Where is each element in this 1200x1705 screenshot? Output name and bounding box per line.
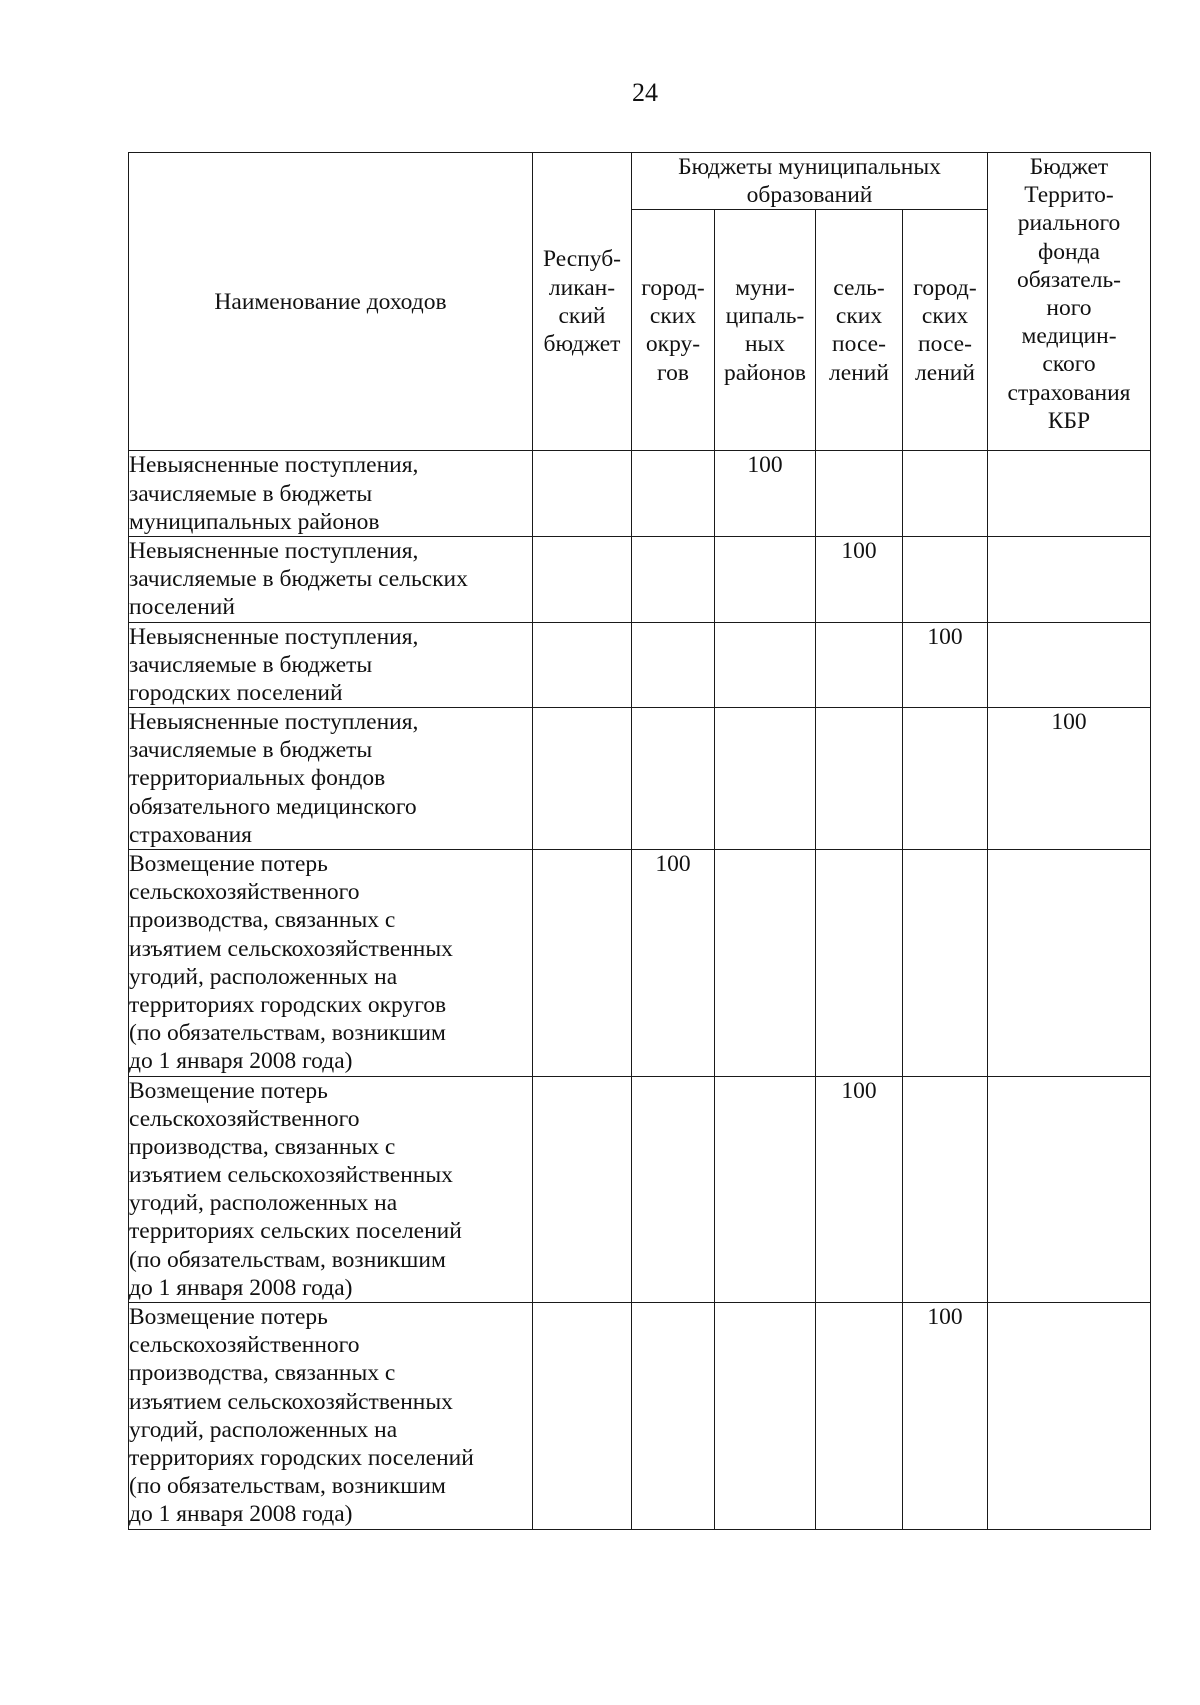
income-name-cell: Возмещение потерь сельскохозяйственного производства, связанных с изъятием сельскохозяйственных угодий, расположенных на территориях сельских поселений (по обязательствам, возникшим до 1 января 2008 года)	[129, 1076, 533, 1303]
value-cell-territorial-fund	[988, 536, 1151, 622]
value-cell-urban-settlements	[903, 708, 988, 850]
header-republican-budget: Респуб- ликан- ский бюджет	[533, 153, 632, 451]
header-city-districts: город- ских окру- гов	[632, 210, 715, 451]
value-cell-republican	[533, 622, 632, 708]
income-name-cell: Возмещение потерь сельскохозяйственного производства, связанных с изъятием сельскохозяйственных угодий, расположенных на территориях городских округов (по обязательствам, возникшим до 1 января 2008 года)	[129, 850, 533, 1077]
value-cell-urban-settlements	[903, 850, 988, 1077]
value-cell-republican	[533, 536, 632, 622]
header-row-top	[129, 153, 1151, 210]
income-name-cell: Невыясненные поступления, зачисляемые в бюджеты городских поселений	[129, 622, 533, 708]
value-cell-territorial-fund	[988, 451, 1151, 537]
table-row	[129, 850, 1151, 1077]
header-income-name: Наименование доходов	[129, 153, 533, 451]
value-cell-territorial-fund	[988, 850, 1151, 1077]
income-name-cell: Невыясненные поступления, зачисляемые в бюджеты сельских поселений	[129, 536, 533, 622]
value-cell-city-districts	[632, 622, 715, 708]
value-cell-urban-settlements: 100	[903, 622, 988, 708]
table-row	[129, 536, 1151, 622]
value-cell-municipal-districts	[715, 622, 816, 708]
value-cell-city-districts: 100	[632, 850, 715, 1077]
value-cell-municipal-districts	[715, 850, 816, 1077]
value-cell-territorial-fund	[988, 1076, 1151, 1303]
value-cell-urban-settlements	[903, 536, 988, 622]
income-name-cell: Невыясненные поступления, зачисляемые в бюджеты муниципальных районов	[129, 451, 533, 537]
value-cell-municipal-districts	[715, 1076, 816, 1303]
value-cell-territorial-fund	[988, 622, 1151, 708]
value-cell-city-districts	[632, 1076, 715, 1303]
value-cell-municipal-districts	[715, 536, 816, 622]
value-cell-rural-settlements: 100	[816, 1076, 903, 1303]
header-urban-settlements: город- ских посе- лений	[903, 210, 988, 451]
table-row	[129, 1076, 1151, 1303]
income-distribution-table	[128, 152, 1151, 1530]
value-cell-municipal-districts	[715, 708, 816, 850]
value-cell-rural-settlements	[816, 708, 903, 850]
value-cell-republican	[533, 1303, 632, 1530]
page-number: 24	[632, 78, 658, 107]
table-row	[129, 451, 1151, 537]
table-row	[129, 1303, 1151, 1530]
table-body	[129, 451, 1151, 1529]
value-cell-urban-settlements	[903, 1076, 988, 1303]
value-cell-rural-settlements	[816, 1303, 903, 1530]
header-municipal-budgets: Бюджеты муниципальных образований	[632, 153, 988, 210]
value-cell-territorial-fund	[988, 1303, 1151, 1530]
value-cell-city-districts	[632, 536, 715, 622]
header-rural-settlements: сель- ских посе- лений	[816, 210, 903, 451]
value-cell-republican	[533, 850, 632, 1077]
header-territorial-fund: Бюджет Террито- риального фонда обязатель- ного медицин- ского страхования КБР	[988, 153, 1151, 451]
value-cell-city-districts	[632, 708, 715, 850]
value-cell-republican	[533, 708, 632, 850]
value-cell-city-districts	[632, 451, 715, 537]
value-cell-city-districts	[632, 1303, 715, 1530]
value-cell-municipal-districts	[715, 1303, 816, 1530]
value-cell-territorial-fund: 100	[988, 708, 1151, 850]
value-cell-municipal-districts: 100	[715, 451, 816, 537]
table-row	[129, 708, 1151, 850]
income-name-cell: Возмещение потерь сельскохозяйственного производства, связанных с изъятием сельскохозяйственных угодий, расположенных на территориях городских поселений (по обязательствам, возникшим до 1 января 2008 года)	[129, 1303, 533, 1530]
income-name-cell: Невыясненные поступления, зачисляемые в бюджеты территориальных фондов обязательного медицинского страхования	[129, 708, 533, 850]
value-cell-rural-settlements: 100	[816, 536, 903, 622]
value-cell-urban-settlements	[903, 451, 988, 537]
table-row	[129, 622, 1151, 708]
value-cell-rural-settlements	[816, 622, 903, 708]
value-cell-rural-settlements	[816, 850, 903, 1077]
value-cell-republican	[533, 451, 632, 537]
value-cell-urban-settlements: 100	[903, 1303, 988, 1530]
header-municipal-districts: муни- ципаль- ных районов	[715, 210, 816, 451]
value-cell-republican	[533, 1076, 632, 1303]
value-cell-rural-settlements	[816, 451, 903, 537]
